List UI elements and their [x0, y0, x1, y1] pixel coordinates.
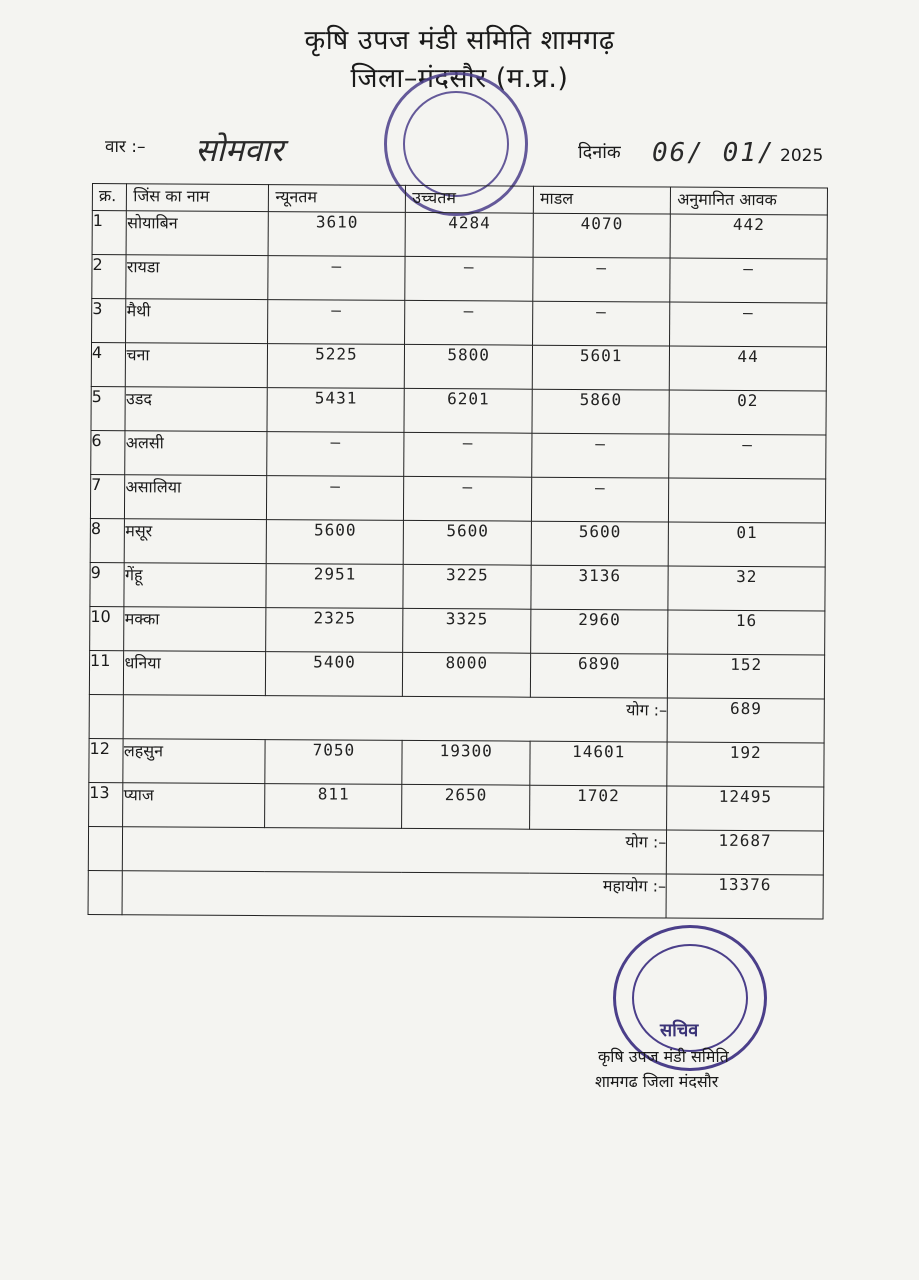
header-min: न्यूनतम [269, 185, 406, 213]
subtotal-value-2: 12687 [667, 830, 824, 875]
table-row [90, 562, 825, 610]
max-price-cell: 19300 [402, 740, 530, 785]
header-sn: क्र. [92, 184, 127, 211]
date-label: दिनांक [578, 142, 621, 163]
commodity-name-cell: मैथी [126, 299, 268, 344]
table-row [91, 430, 826, 478]
commodity-name-cell: मसूर [125, 519, 267, 564]
max-price-cell: 5600 [404, 520, 532, 565]
min-price-cell: 3610 [269, 212, 406, 257]
table-row [90, 606, 825, 654]
subtotal-label-1: योग :– [124, 695, 668, 742]
model-price-cell: 14601 [530, 741, 667, 786]
header-max: उच्चतम [406, 185, 534, 213]
commodity-name-cell: धनिया [124, 651, 266, 696]
arrival-cell [669, 478, 826, 523]
commodity-name-cell: रायडा [126, 255, 268, 300]
serial-cell: 4 [91, 343, 126, 387]
arrival-cell: — [670, 302, 827, 347]
header-arrival: अनुमानित आवक [671, 187, 828, 215]
max-price-cell: — [404, 476, 532, 521]
commodity-name-cell: प्याज [123, 783, 265, 828]
min-price-cell: — [268, 300, 405, 345]
day-label: वार :– [105, 137, 146, 157]
max-price-cell: — [404, 432, 532, 477]
arrival-cell: 12495 [667, 786, 824, 831]
grand-total-value: 13376 [666, 874, 823, 919]
grand-total-row [88, 870, 823, 918]
day-value: सोमवार [195, 131, 284, 169]
min-price-cell: 2951 [266, 564, 403, 609]
commodity-name-cell: चना [126, 343, 268, 388]
model-price-cell: — [533, 301, 670, 346]
max-price-cell: 4284 [405, 212, 533, 257]
min-price-cell: 2325 [266, 608, 403, 653]
arrival-cell: 02 [669, 390, 826, 435]
min-price-cell: — [267, 476, 404, 521]
district-title: जिला–मंदसौर (म.प्र.) [350, 63, 569, 94]
model-price-cell: — [532, 477, 669, 522]
commodity-name-cell: मक्का [124, 607, 266, 652]
table-row [89, 650, 824, 698]
table-row [89, 738, 824, 786]
model-price-cell: — [532, 433, 669, 478]
grand-total-label: महायोग :– [122, 871, 666, 918]
max-price-cell: 5800 [405, 344, 533, 389]
header-name: जिंस का नाम [127, 184, 269, 212]
arrival-cell: 192 [667, 742, 824, 787]
min-price-cell: 5600 [267, 520, 404, 565]
model-price-cell: 2960 [531, 609, 668, 654]
serial-cell: 12 [89, 738, 124, 782]
date-value: 06/ 01/ [652, 138, 776, 168]
arrival-cell: — [670, 258, 827, 303]
serial-cell: 11 [89, 650, 124, 694]
serial-cell: 3 [92, 299, 127, 343]
commodity-name-cell: अलसी [125, 431, 267, 476]
serial-cell: 1 [92, 211, 127, 255]
max-price-cell: — [405, 300, 533, 345]
table-row [92, 299, 827, 347]
table-row [92, 255, 827, 303]
max-price-cell: 2650 [402, 784, 530, 829]
model-price-cell: 5860 [532, 389, 669, 434]
subtotal-label-2: योग :– [123, 827, 667, 874]
serial-cell: 10 [90, 606, 125, 650]
commodity-name-cell: असालिया [125, 475, 267, 520]
table-row [91, 386, 826, 434]
signature-line-2: शामगढ जिला मंदसौर [595, 1072, 719, 1091]
min-price-cell: — [267, 432, 404, 477]
subtotal-value-1: 689 [667, 698, 824, 743]
table-row [90, 518, 825, 566]
model-price-cell: — [533, 257, 670, 302]
min-price-cell: 5400 [266, 652, 403, 697]
min-price-cell: 811 [265, 784, 402, 829]
min-price-cell: 7050 [265, 740, 402, 785]
model-price-cell: 3136 [531, 565, 668, 610]
commodity-name-cell: उडद [125, 387, 267, 432]
arrival-cell: 16 [668, 610, 825, 655]
min-price-cell: 5225 [268, 344, 405, 389]
model-price-cell: 5600 [531, 521, 668, 566]
model-price-cell: 6890 [530, 653, 667, 698]
commodity-name-cell: लहसुन [123, 739, 265, 784]
table-row [89, 782, 824, 830]
max-price-cell: 3325 [403, 608, 531, 653]
arrival-cell: 32 [668, 566, 825, 611]
model-price-cell: 1702 [530, 785, 667, 830]
max-price-cell: 8000 [403, 652, 531, 697]
commodity-name-cell: सोयाबिन [126, 211, 268, 256]
date-year: 2025 [780, 146, 824, 166]
signature-title: सचिव [660, 1020, 699, 1041]
serial-cell: 5 [91, 386, 126, 430]
max-price-cell: 6201 [404, 388, 532, 433]
min-price-cell: 5431 [267, 388, 404, 433]
price-table [88, 183, 828, 919]
table-row [90, 474, 825, 522]
table-row [91, 343, 826, 391]
model-price-cell: 5601 [532, 345, 669, 390]
serial-cell: 7 [90, 474, 125, 518]
serial-cell: 2 [92, 255, 127, 299]
serial-cell: 8 [90, 518, 125, 562]
min-price-cell: — [268, 256, 405, 301]
subtotal-row-2 [88, 826, 823, 874]
serial-cell: 9 [90, 562, 125, 606]
arrival-cell: 01 [668, 522, 825, 567]
serial-cell: 6 [91, 430, 126, 474]
arrival-cell: 442 [670, 214, 827, 259]
page-title: कृषि उपज मंडी समिति शामगढ़ [304, 25, 615, 56]
model-price-cell: 4070 [533, 213, 670, 258]
serial-cell: 13 [89, 782, 124, 826]
signature-line-1: कृषि उपज मंडी समिति [598, 1047, 729, 1066]
header-model: माडल [533, 186, 670, 214]
arrival-cell: — [669, 434, 826, 479]
subtotal-row-1 [89, 694, 824, 742]
arrival-cell: 152 [668, 654, 825, 699]
table-row [92, 211, 827, 259]
max-price-cell: 3225 [403, 564, 531, 609]
arrival-cell: 44 [670, 346, 827, 391]
commodity-name-cell: गेंहू [124, 563, 266, 608]
max-price-cell: — [405, 256, 533, 301]
